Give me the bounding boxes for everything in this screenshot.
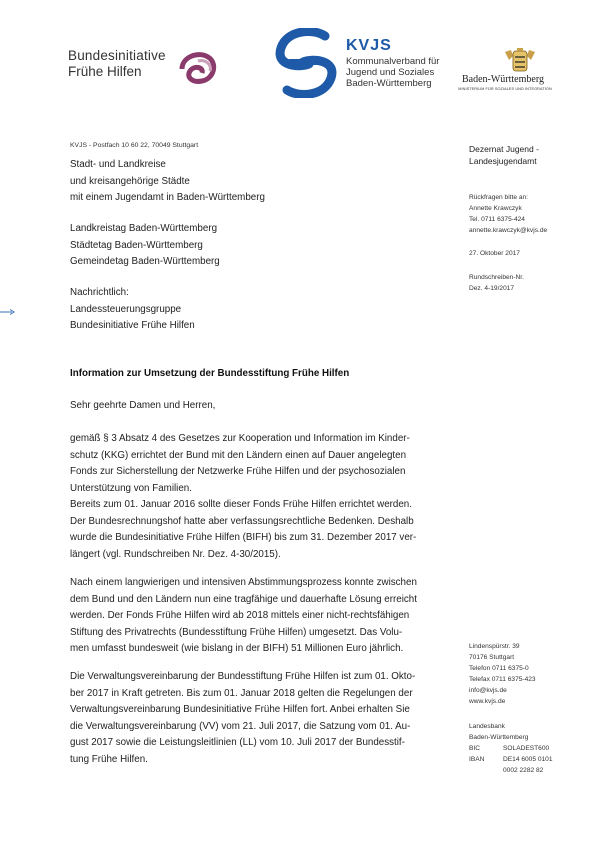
kvjs-logo-name: KVJS — [346, 37, 392, 54]
bank-row-bic — [469, 743, 553, 754]
paragraph-line: Bereits zum 01. Januar 2016 sollte dieser Fonds Frühe Hilfen errichtet werden. — [70, 499, 412, 510]
kvjs-logo-line1: Kommunalverband für — [346, 56, 440, 67]
bank-row-iban — [469, 754, 553, 765]
bic-value: SOLADEST600 — [503, 745, 550, 752]
postal-address — [469, 641, 536, 707]
contact-line: Rückfragen bitte an: — [469, 194, 529, 201]
paragraph-line: ber 2017 in Kraft getreten. Bis zum 01. Januar 2018 gelten die Regelungen der — [70, 687, 413, 699]
bw-logo-subtitle: MINISTERIUM FÜR SOZIALES UND INTEGRATION — [458, 87, 552, 91]
bank-line: Landesbank — [469, 723, 505, 730]
paragraph-line: Fonds zur Sicherstellung der Netzwerke Frühe Hilfen und der psychosozialen — [70, 466, 406, 477]
recipient-line: und kreisangehörige Städte — [70, 175, 190, 187]
paragraph-line: längert (vgl. Rundschreiben Nr. Dez. 4-30/2015). — [70, 548, 281, 560]
circular-number — [469, 272, 524, 294]
bank-table — [469, 743, 553, 776]
kvjs-logo-line2: Jugend und Soziales — [346, 67, 435, 78]
address-line: 70176 Stuttgart — [469, 654, 515, 661]
iban-label: IBAN — [469, 756, 485, 763]
recipient-line: Nachrichtlich: — [70, 287, 129, 298]
circular-line: Dez. 4-19/2017 — [469, 285, 515, 292]
recipient-line: mit einem Jugendamt in Baden-Württemberg — [70, 192, 265, 203]
paragraph-line: Stiftung des Privatrechts (Bundesstiftung Frühe Hilfen) umgesetzt. Das Volu- — [70, 626, 403, 638]
bank-details — [469, 721, 553, 776]
iban-value-continued: 0002 2282 82 — [503, 767, 544, 774]
paragraph-line: Der Bundesrechnungshof hatte aber verfassungsrechtliche Bedenken. Deshalb — [70, 515, 414, 527]
recipient-line: Stadt- und Landkreise — [70, 159, 166, 170]
paragraph-line: Unterstützung von Familien. — [70, 482, 192, 494]
iban-value: DE14 6005 0101 — [503, 756, 553, 763]
kvjs-mark-icon — [275, 28, 337, 98]
paragraph-3 — [70, 669, 462, 768]
recipient-block-3 — [70, 285, 195, 335]
paragraph-line: men umfasst bundesweit (wie bislang in der BIFH) 51 Millionen Euro jährlich. — [70, 643, 404, 654]
bundesinitiative-logo-line1: Bundesinitiative — [68, 48, 166, 63]
contact-info — [469, 192, 547, 236]
sender-line: KVJS - Postfach 10 60 22, 70049 Stuttgart — [70, 142, 199, 149]
paragraph-line: gust 2017 sowie die Leistungsleitlinien (LL) vom 10. Juli 2017 der Bundesstif- — [70, 737, 405, 748]
recipient-line: Bundesinitiative Frühe Hilfen — [70, 320, 195, 331]
department-line: Dezernat Jugend - — [469, 144, 539, 154]
recipient-line: Gemeindetag Baden-Württemberg — [70, 256, 220, 267]
department-heading — [469, 143, 539, 167]
bank-line: Baden-Württemberg — [469, 734, 529, 741]
recipient-block-1 — [70, 157, 265, 207]
paragraph-line: Die Verwaltungsvereinbarung der Bundesstiftung Frühe Hilfen ist zum 01. Okto- — [70, 671, 416, 682]
circular-line: Rundschreiben-Nr. — [469, 274, 524, 281]
kvjs-logo-subtitle — [346, 56, 439, 89]
recipient-line: Städtetag Baden-Württemberg — [70, 239, 203, 251]
kvjs-logo — [275, 28, 465, 98]
contact-email: annette.krawczyk@kvjs.de — [469, 227, 548, 234]
paragraph-2 — [70, 575, 462, 658]
bundesinitiative-logo-text — [68, 48, 166, 80]
department-line: Landesjugendamt — [469, 156, 537, 166]
bank-row-iban-continued — [469, 765, 553, 776]
letter-subject: Information zur Umsetzung der Bundesstiftung Frühe Hilfen — [70, 368, 350, 379]
bundesinitiative-logo — [68, 48, 218, 90]
bundesinitiative-logo-line2: Frühe Hilfen — [68, 64, 142, 79]
address-website: www.kvjs.de — [469, 698, 506, 705]
recipient-line: Landkreistag Baden-Württemberg — [70, 223, 218, 234]
paragraph-1 — [70, 431, 462, 563]
paragraph-line: dem Bund und den Ländern nun eine tragfähige und dauerhafte Lösung erreicht — [70, 593, 417, 605]
recipient-block-2 — [70, 221, 220, 271]
paragraph-line: Nach einem langwierigen und intensiven Abstimmungsprozess konnte zwischen — [70, 577, 417, 588]
contact-line: Tel. 0711 6375-424 — [469, 216, 525, 223]
paragraph-line: wurde die Bundesinitiative Frühe Hilfen (BIFH) bis zum 31. Dezember 2017 ver- — [70, 532, 417, 543]
kvjs-logo-line3: Baden-Württemberg — [346, 78, 432, 89]
bw-logo-name: Baden-Württemberg — [461, 74, 544, 85]
bic-label: BIC — [469, 745, 480, 752]
address-line: Lindenspürstr. 39 — [469, 643, 520, 650]
paragraph-line: werden. Der Fonds Frühe Hilfen wird ab 2018 mittels einer nicht-rechtsfähigen — [70, 610, 410, 621]
swirl-icon — [178, 51, 218, 87]
address-line: Telefax 0711 6375-423 — [469, 676, 536, 683]
contact-line: Annette Krawczyk — [469, 205, 522, 212]
address-line: Telefon 0711 6375-0 — [469, 665, 529, 672]
paragraph-line: Verwaltungsvereinbarung Bundesinitiative Frühe Hilfen fort. Anbei erhalten Sie — [70, 704, 410, 715]
coat-of-arms-icon — [477, 48, 563, 74]
paragraph-line: gemäß § 3 Absatz 4 des Gesetzes zur Kooperation und Information im Kinder- — [70, 433, 410, 444]
paragraph-line: schutz (KKG) errichtet der Bund mit den Ländern einen auf Dauer angelegten — [70, 449, 407, 461]
margin-arrow-icon — [0, 308, 16, 316]
paragraph-line: tung Frühe Hilfen. — [70, 753, 148, 765]
baden-wuerttemberg-logo — [460, 48, 580, 98]
address-email: info@kvjs.de — [469, 687, 507, 694]
salutation: Sehr geehrte Damen und Herren, — [70, 400, 216, 411]
letter-date: 27. Oktober 2017 — [469, 250, 520, 257]
recipient-line: Landessteuerungsgruppe — [70, 303, 182, 315]
paragraph-line: die Verwaltungsvereinbarung (VV) vom 21. Juli 2017, die Satzung vom 01. Au- — [70, 720, 411, 732]
